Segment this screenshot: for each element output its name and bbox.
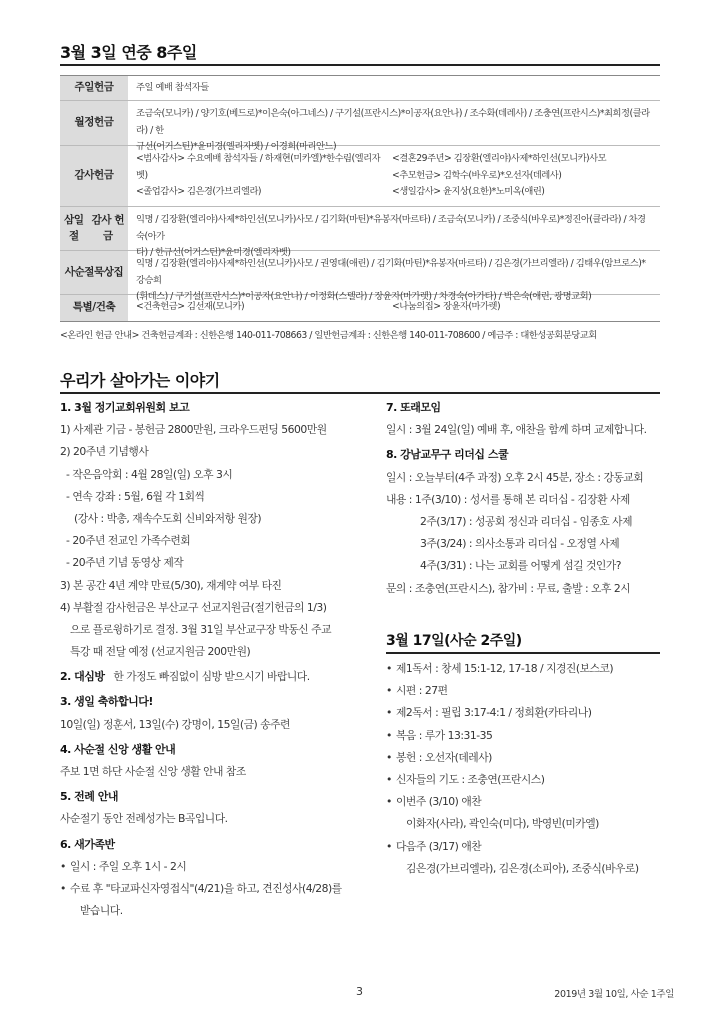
offering-label: 특별/건축	[60, 295, 128, 321]
bullet-item	[386, 725, 666, 747]
offering-text: <나눔의집> 장윤자(마가렛)	[392, 301, 501, 312]
page-number: 3	[356, 985, 363, 998]
lectionary-title-rule	[386, 652, 660, 654]
item-heading: 6. 새가족반	[60, 837, 115, 851]
bullet-text: 신자들의 기도 : 조충연(프란시스)	[396, 772, 545, 786]
item-heading: 5. 전례 안내	[60, 790, 118, 804]
item-heading-line	[60, 666, 378, 688]
item-text: 10일(일) 정훈서, 13일(수) 강명이, 15일(금) 송주련	[60, 717, 290, 731]
offering-text: 익명 / 김장환(엘리야)사제*하인선(모니카)사모 / 김기화(마틴)*유봉자(마르타) / 조금숙(모니카) / 조중식(바우로)*정진아(클라라) / 차경숙(아가	[136, 214, 646, 242]
item-text: - 작은음악회 : 4월 28일(일) 오후 3시	[66, 467, 233, 481]
offering-text: (휘데스) / 구기설(프란시스)*이공자(요안나) / 이정화(스텔라) / 장윤자(마가렛) / 차경숙(아가타) / 박은숙(애린, 광명교회)	[136, 291, 592, 302]
bullet-item	[60, 856, 378, 878]
item-text: 2주(3/17) : 성공회 정신과 리더십 - 임종호 사제	[420, 514, 633, 528]
story-title: 우리가 살아가는 이야기	[60, 371, 220, 390]
offering-label: 삼일절 감사 헌금	[60, 207, 128, 250]
offering-label: 감사헌금	[60, 146, 128, 206]
item-text: 3주(3/24) : 의사소통과 리더십 - 오정열 사제	[420, 537, 620, 551]
offering-label: 주일헌금	[60, 76, 128, 100]
lectionary-title: 3월 17일(사순 2주일)	[386, 633, 522, 649]
item-text: - 연속 강좌 : 5월, 6월 각 1회씩	[66, 489, 205, 503]
story-left-column	[60, 397, 378, 922]
bullet-text: 제2독서 : 필립 3:17-4:1 / 정희환(카타리나)	[396, 706, 592, 720]
offering-label: 월정헌금	[60, 101, 128, 145]
bullet-item	[386, 702, 666, 724]
offering-text: 타) / 한규선(어거스틴)*윤미경(엘리자벳)	[136, 247, 291, 258]
online-offering-note: <온라인 헌금 안내> 건축헌금계좌 : 신한은행 140-011-708663 / 일반헌금계좌 : 신한은행 140-011-708600 / 예금주 : 대한성공회분당교회	[60, 330, 597, 341]
bullet-item	[386, 791, 666, 813]
item-heading: 1. 3월 정기교회위원회 보고	[60, 401, 190, 414]
offering-text: <건축헌금> 김선재(모니카)	[136, 301, 245, 312]
item-text: 내용 : 1주(3/10) : 성서를 통해 본 리더십 - 김장환 사제	[386, 492, 630, 506]
item-heading: 8. 강남교무구 리더십 스쿨	[386, 448, 509, 462]
bullet-text: 봉헌 : 오선자(데레사)	[396, 750, 492, 764]
item-heading: 2. 대심방	[60, 670, 105, 684]
offering-text: <범사감사> 수요예배 참석자들 / 하재현(미카엘)*한수림(엘리자	[136, 153, 381, 164]
offering-text: <졸업감사> 김은경(가브리엘라)	[136, 186, 262, 197]
offering-row-march-first	[60, 207, 660, 258]
story-title-rule	[60, 392, 660, 394]
item-heading: 7. 또래모임	[386, 401, 441, 414]
offering-row-lent-devotional	[60, 251, 660, 302]
bullet-item	[386, 747, 666, 769]
item-text: 사순절기 동안 전례성가는 B곡입니다.	[60, 812, 228, 826]
item-text: 이화자(사라), 곽인숙(미다), 박영빈(미카엘)	[406, 817, 599, 831]
item-text: 주보 1면 하단 사순절 신앙 생활 안내 참조	[60, 765, 246, 778]
lectionary-list	[386, 658, 666, 880]
item-text: 특강 때 전달 예정 (선교지원금 200만원)	[70, 645, 251, 659]
item-text: 일시 : 오늘부터(4주 과정) 오후 2시 45분, 장소 : 강동교회	[386, 470, 644, 484]
bullet-text: 시편 : 27편	[396, 684, 448, 698]
bullet-text: 이번주 (3/10) 애찬	[396, 795, 482, 809]
footer-date: 2019년 3월 10일, 사순 1주일	[554, 989, 674, 1000]
offering-text: 규선(어거스틴)*윤미경(엘리자벳) / 이경희(마리안느)	[136, 141, 337, 152]
item-text: 문의 : 조충연(프란시스), 참가비 : 무료, 출발 : 오후 2시	[386, 581, 631, 595]
item-text: 4) 부활절 감사헌금은 부산교구 선교지원금(절기헌금의 1/3)	[60, 600, 327, 614]
bullet-text: 제1독서 : 창세 15:1-12, 17-18 / 지경진(보스코)	[396, 662, 614, 675]
offering-text: 벳)	[136, 169, 148, 181]
bullet-item	[60, 878, 378, 900]
offering-text: <결혼29주년> 김장환(엘리야)사제*하인선(모니카)사모	[392, 153, 607, 164]
bullet-item	[386, 836, 666, 858]
item-text: 1) 사제관 기금 - 봉헌금 2800만원, 크라우드펀딩 5600만원	[60, 423, 327, 437]
item-text: - 20주년 전교인 가족수련회	[66, 534, 191, 548]
item-text: 4주(3/31) : 나는 교회를 어떻게 섬길 것인가?	[420, 559, 622, 573]
item-text: 받습니다.	[80, 904, 123, 918]
item-text: 김은경(가브리엘라), 김은경(소피아), 조중식(바우로)	[406, 861, 639, 875]
bullet-item	[386, 769, 666, 791]
offering-row-special	[60, 295, 660, 321]
bullet-item	[386, 658, 666, 680]
offering-text: <추모헌금> 김학수(바우로)*오선자(데레사)	[392, 169, 562, 181]
story-right-column	[386, 397, 666, 600]
bullet-text: 일시 : 주일 오후 1시 - 2시	[70, 859, 187, 873]
offering-title-rule	[60, 64, 660, 66]
item-text: 3) 본 공간 4년 계약 만료(5/30), 재계약 여부 타진	[60, 578, 282, 592]
bullet-text: 복음 : 루가 13:31-35	[396, 728, 493, 742]
item-text: 으로 플로윙하기로 결정. 3월 31일 부산교구장 박동신 주교	[70, 622, 332, 636]
item-text: 일시 : 3월 24일(일) 예배 후, 애찬을 함께 하며 교제합니다.	[386, 423, 647, 437]
offering-label: 사순절 묵상집	[60, 251, 128, 294]
offering-table	[60, 75, 660, 322]
item-heading: 3. 생일 축하합니다!	[60, 695, 153, 709]
offering-text: 주일 예배 참석자들	[136, 82, 209, 93]
bullet-text: 수료 후 "타교파신자영접식"(4/21)을 하고, 견진성사(4/28)를	[70, 881, 342, 895]
offering-text: 조금숙(모니카) / 양기호(베드로)*이은숙(아그네스) / 구기설(프란시스)*이공자(요안나) / 조수화(데레사) / 조충연(프란시스)*최희정(클라라) / 한	[136, 108, 650, 136]
item-text: 2) 20주년 기념행사	[60, 445, 149, 459]
offering-row-sunday	[60, 76, 660, 101]
offering-row-monthly	[60, 101, 660, 152]
item-text: (강사 : 박총, 재속수도회 신비와저항 원장)	[74, 511, 262, 525]
bullet-item	[386, 680, 666, 702]
offering-text: <생일감사> 윤지상(요한)*노미옥(애린)	[392, 186, 545, 197]
item-text: 한 가정도 빠짐없이 심방 받으시기 바랍니다.	[104, 670, 310, 684]
offering-title: 3월 3일 연중 8주일	[60, 43, 197, 62]
item-heading: 4. 사순절 신앙 생활 안내	[60, 742, 176, 756]
offering-row-thanks	[60, 146, 660, 207]
item-text: - 20주년 기념 동영상 제작	[66, 556, 184, 570]
offering-text: 익명 / 김장환(엘리야)사제*하인선(모니카)사모 / 권영대(애린) / 김기화(마틴)*유봉자(마르타) / 김은경(가브리엘라) / 김태우(암브로스)*강승희	[136, 258, 646, 286]
bullet-text: 다음주 (3/17) 애찬	[396, 839, 482, 853]
